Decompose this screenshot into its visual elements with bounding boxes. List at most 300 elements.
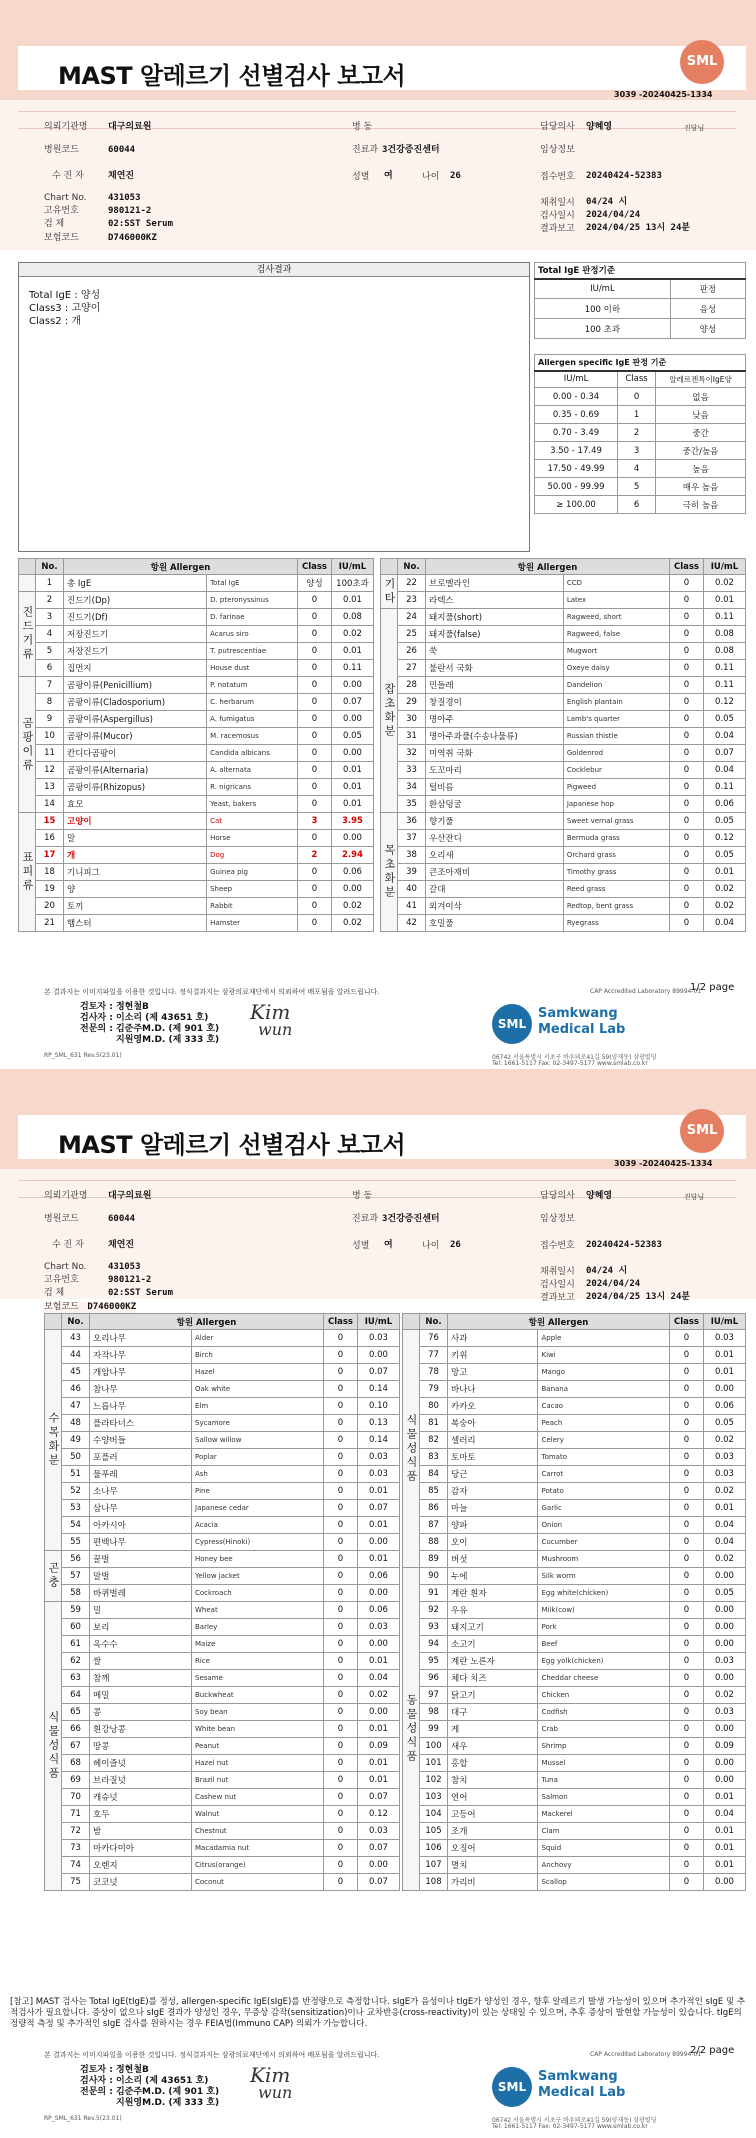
specific-ige-criteria bbox=[534, 354, 746, 514]
allergen-no: 75 bbox=[62, 1874, 90, 1891]
total-ige-criteria bbox=[534, 262, 746, 339]
allergen-class: 0 bbox=[670, 830, 704, 847]
dept-label: 진료과 bbox=[352, 145, 379, 155]
signature-image: Kim bbox=[250, 1000, 291, 1024]
allergen-no: 93 bbox=[420, 1619, 448, 1636]
spec-col-class: Class bbox=[618, 371, 656, 388]
serial-number: 3039 -20240425-1334 bbox=[614, 90, 713, 99]
allergen-korean: 환삼덩굴 bbox=[426, 796, 564, 813]
allergen-value: 0.04 bbox=[704, 1517, 746, 1534]
allergen-class: 0 bbox=[670, 915, 704, 932]
sml-address: 06742 서울특별시 서초구 바우뫼로41길 59(양재동) 삼광빌딩 bbox=[492, 1054, 657, 1061]
allergen-korean: 도꼬마리 bbox=[426, 762, 564, 779]
allergen-no: 66 bbox=[62, 1721, 90, 1738]
allergen-korean: 곰팡이류(Aspergillus) bbox=[64, 711, 207, 728]
allergen-row bbox=[403, 1432, 746, 1449]
allergen-class: 0 bbox=[670, 1755, 704, 1772]
allergen-class: 0 bbox=[298, 864, 332, 881]
allergen-row bbox=[381, 813, 746, 830]
allergen-korean: 홍합 bbox=[448, 1755, 538, 1772]
allergen-korean: 진드기(Dp) bbox=[64, 592, 207, 609]
allergen-english: A. fumigatus bbox=[207, 711, 298, 728]
allergen-value: 0.01 bbox=[358, 1772, 400, 1789]
allergen-no: 55 bbox=[62, 1534, 90, 1551]
allergen-no: 8 bbox=[36, 694, 64, 711]
allergen-korean: 곰팡이류(Rhizopus) bbox=[64, 779, 207, 796]
clinical-label: 임상정보 bbox=[540, 145, 575, 155]
allergen-english: Hamster bbox=[207, 915, 298, 932]
allergen-row bbox=[381, 864, 746, 881]
result-line-2: Class3 : 고양이 bbox=[29, 303, 101, 314]
allergen-english: Ragweed, false bbox=[563, 626, 669, 643]
receipt-label: 접수번호 bbox=[540, 1241, 575, 1251]
allergen-class: 0 bbox=[670, 1364, 704, 1381]
allergen-english: Horse bbox=[207, 830, 298, 847]
allergen-value: 0.01 bbox=[704, 1347, 746, 1364]
allergen-english: Onion bbox=[538, 1517, 670, 1534]
allergen-table-left bbox=[44, 1313, 400, 1891]
allergen-english: Japanese hop bbox=[563, 796, 669, 813]
allergen-korean: 참나무 bbox=[90, 1381, 192, 1398]
allergen-class: 0 bbox=[670, 1874, 704, 1891]
cap-text: CAP Accredited Laboratory 89994-01 bbox=[590, 988, 702, 995]
allergen-row bbox=[45, 1636, 400, 1653]
allergen-korean: 양 bbox=[64, 881, 207, 898]
allergen-value: 0.07 bbox=[358, 1789, 400, 1806]
allergen-class: 0 bbox=[670, 1704, 704, 1721]
allergen-korean: 고등어 bbox=[448, 1806, 538, 1823]
allergen-value: 0.05 bbox=[704, 1415, 746, 1432]
allergen-value: 0.05 bbox=[704, 711, 746, 728]
allergen-row bbox=[19, 762, 374, 779]
allergen-no: 70 bbox=[62, 1789, 90, 1806]
page-number: 2/2 page bbox=[690, 2045, 735, 2056]
spec-range: 50.00 - 99.99 bbox=[535, 478, 618, 496]
allergen-row bbox=[403, 1874, 746, 1891]
allergen-value: 0.03 bbox=[358, 1466, 400, 1483]
allergen-korean: 삼나무 bbox=[90, 1500, 192, 1517]
allergen-korean: 플라타너스 bbox=[90, 1415, 192, 1432]
allergen-class: 0 bbox=[324, 1619, 358, 1636]
allergen-value: 0.11 bbox=[704, 660, 746, 677]
allergen-row bbox=[19, 847, 374, 864]
allergen-korean: 향기풀 bbox=[426, 813, 564, 830]
allergen-row bbox=[45, 1517, 400, 1534]
allergen-no: 21 bbox=[36, 915, 64, 932]
allergen-korean: 오리새 bbox=[426, 847, 564, 864]
allergen-korean: 돼지고기 bbox=[448, 1619, 538, 1636]
allergen-row bbox=[381, 694, 746, 711]
name-label: 수 진 자 bbox=[52, 171, 84, 181]
allergen-no: 54 bbox=[62, 1517, 90, 1534]
allergen-no: 82 bbox=[420, 1432, 448, 1449]
allergen-value: 0.02 bbox=[358, 1687, 400, 1704]
allergen-value: 0.00 bbox=[358, 1857, 400, 1874]
allergen-row bbox=[403, 1670, 746, 1687]
allergen-no: 9 bbox=[36, 711, 64, 728]
allergen-row bbox=[403, 1330, 746, 1347]
chart-value: 431053 bbox=[108, 193, 141, 203]
allergen-no: 86 bbox=[420, 1500, 448, 1517]
spec-criteria-row bbox=[535, 496, 746, 514]
allergen-no: 85 bbox=[420, 1483, 448, 1500]
allergen-group: 동물성식품 bbox=[403, 1568, 420, 1891]
allergen-no: 100 bbox=[420, 1738, 448, 1755]
allergen-row bbox=[403, 1755, 746, 1772]
allergen-no: 72 bbox=[62, 1823, 90, 1840]
allergen-english: Mussel bbox=[538, 1755, 670, 1772]
allergen-row bbox=[381, 796, 746, 813]
allergen-value: 0.11 bbox=[704, 779, 746, 796]
allergen-korean: 곰팡이류(Mucor) bbox=[64, 728, 207, 745]
allergen-value: 0.01 bbox=[332, 643, 374, 660]
allergen-value: 0.03 bbox=[704, 1704, 746, 1721]
allergen-value: 0.06 bbox=[704, 796, 746, 813]
col-no: No. bbox=[36, 559, 64, 575]
form-code: RP_SML_631 Rev.5(23.01) bbox=[44, 2115, 122, 2122]
allergen-class: 0 bbox=[298, 643, 332, 660]
allergen-value: 0.00 bbox=[704, 1755, 746, 1772]
reference-note: [참고] MAST 검사는 Total IgE(tIgE)를 정성, allergen-specific IgE(sIgE)를 반정량으로 측정합니다. sIgE가 음성이나 tIgE가 양성인 경우, 향후 알레르기 발생 가능성이 있으며 추가적인 sIgE 및 추적검사가 필요합니다. 증상이 없으나 sIgE 결과가 양성인 경우, 무증상 감작(sensitization)이나 교차반응(cross-reactivity)이 있는 상태일 수 있으며, 추후 증상이 발현할 가능성이 있습니다. tIgE의 정량적 측정 및 추가적인 sIgE 검사를 원하시는 경우 FEIA법(Immuno CAP) 의뢰가 가능합니다. bbox=[10, 1997, 750, 2030]
allergen-english: Poplar bbox=[192, 1449, 324, 1466]
allergen-no: 95 bbox=[420, 1653, 448, 1670]
allergen-korean: 오이 bbox=[448, 1534, 538, 1551]
allergen-korean: 연어 bbox=[448, 1789, 538, 1806]
spec-range: ≥ 100.00 bbox=[535, 496, 618, 514]
code-label: 병원코드 bbox=[44, 1214, 79, 1224]
allergen-english: Sallow willow bbox=[192, 1432, 324, 1449]
allergen-row bbox=[45, 1551, 400, 1568]
allergen-english: Sweet vernal grass bbox=[563, 813, 669, 830]
allergen-row bbox=[403, 1602, 746, 1619]
allergen-row bbox=[381, 728, 746, 745]
allergen-group: 식물성식품 bbox=[45, 1602, 62, 1891]
allergen-class: 0 bbox=[670, 643, 704, 660]
allergen-no: 80 bbox=[420, 1398, 448, 1415]
allergen-row bbox=[403, 1721, 746, 1738]
report-date-value: 2024/04/25 13시 24분 bbox=[586, 223, 691, 233]
allergen-korean: 창질경이 bbox=[426, 694, 564, 711]
spec-col-unit: IU/mL bbox=[535, 371, 618, 388]
allergen-korean: 메밀 bbox=[90, 1687, 192, 1704]
allergen-value: 0.11 bbox=[332, 660, 374, 677]
allergen-row bbox=[45, 1806, 400, 1823]
allergen-row bbox=[45, 1704, 400, 1721]
name-label: 수 진 자 bbox=[52, 1240, 84, 1250]
allergen-row bbox=[381, 592, 746, 609]
allergen-row bbox=[19, 609, 374, 626]
allergen-class: 0 bbox=[298, 677, 332, 694]
allergen-value: 0.03 bbox=[358, 1619, 400, 1636]
allergen-no: 43 bbox=[62, 1330, 90, 1347]
allergen-class: 0 bbox=[324, 1670, 358, 1687]
allergen-korean: 사과 bbox=[448, 1330, 538, 1347]
allergen-english: Peach bbox=[538, 1415, 670, 1432]
allergen-korean: 옥수수 bbox=[90, 1636, 192, 1653]
allergen-value: 0.07 bbox=[332, 694, 374, 711]
allergen-english: Sesame bbox=[192, 1670, 324, 1687]
allergen-english: Sheep bbox=[207, 881, 298, 898]
allergen-value: 0.00 bbox=[704, 1619, 746, 1636]
allergen-row bbox=[19, 898, 374, 915]
allergen-korean: 곰팡이류(Penicillium) bbox=[64, 677, 207, 694]
doctor-label: 담당의사 bbox=[540, 1191, 575, 1201]
allergen-english: Carrot bbox=[538, 1466, 670, 1483]
allergen-row bbox=[403, 1415, 746, 1432]
allergen-korean: 보리 bbox=[90, 1619, 192, 1636]
allergen-korean: 닭고기 bbox=[448, 1687, 538, 1704]
allergen-class: 0 bbox=[670, 694, 704, 711]
allergen-class: 0 bbox=[670, 1551, 704, 1568]
sml-brand-logo: SML bbox=[492, 2067, 532, 2107]
allergen-class: 0 bbox=[670, 813, 704, 830]
report-title: MAST 알레르기 선별검사 보고서 bbox=[58, 62, 406, 90]
signature-image: wun bbox=[258, 1020, 293, 1039]
spec-criteria-row bbox=[535, 442, 746, 460]
allergen-korean: 오렌지 bbox=[90, 1857, 192, 1874]
allergen-row bbox=[381, 711, 746, 728]
allergen-value: 0.02 bbox=[704, 1687, 746, 1704]
col-allergen: 항원 Allergen bbox=[90, 1314, 324, 1330]
allergen-no: 22 bbox=[398, 575, 426, 592]
result-header: 검사결과 bbox=[19, 263, 529, 277]
allergen-value: 0.03 bbox=[704, 1330, 746, 1347]
allergen-row bbox=[403, 1483, 746, 1500]
allergen-value: 0.00 bbox=[358, 1636, 400, 1653]
allergen-korean: 호두 bbox=[90, 1806, 192, 1823]
allergen-english: Sycamore bbox=[192, 1415, 324, 1432]
result-line-3: Class2 : 개 bbox=[29, 316, 82, 327]
allergen-no: 20 bbox=[36, 898, 64, 915]
allergen-english: Cashew nut bbox=[192, 1789, 324, 1806]
allergen-english: C. herbarum bbox=[207, 694, 298, 711]
spec-amount: 극히 높음 bbox=[656, 496, 746, 514]
allergen-english: Chestnut bbox=[192, 1823, 324, 1840]
allergen-row bbox=[45, 1585, 400, 1602]
allergen-korean: 돼지풀(false) bbox=[426, 626, 564, 643]
allergen-class: 0 bbox=[670, 1568, 704, 1585]
allergen-class: 0 bbox=[670, 728, 704, 745]
allergen-class: 0 bbox=[298, 592, 332, 609]
allergen-korean: 고양이 bbox=[64, 813, 207, 830]
allergen-english: Timothy grass bbox=[563, 864, 669, 881]
allergen-class: 0 bbox=[324, 1381, 358, 1398]
allergen-class: 0 bbox=[298, 711, 332, 728]
name-value: 채연진 bbox=[108, 1240, 135, 1250]
sml-brand bbox=[492, 1004, 732, 1050]
spec-criteria-row bbox=[535, 460, 746, 478]
allergen-no: 91 bbox=[420, 1585, 448, 1602]
allergen-class: 0 bbox=[670, 1466, 704, 1483]
allergen-class: 0 bbox=[670, 864, 704, 881]
allergen-class: 0 bbox=[670, 1449, 704, 1466]
allergen-english: Yeast, bakers bbox=[207, 796, 298, 813]
tige-col-unit: IU/mL bbox=[535, 279, 671, 299]
chart-label: Chart No. bbox=[44, 193, 87, 203]
allergen-class: 0 bbox=[324, 1772, 358, 1789]
allergen-no: 84 bbox=[420, 1466, 448, 1483]
hospital-value: 대구의료원 bbox=[108, 122, 152, 132]
allergen-value: 0.06 bbox=[358, 1602, 400, 1619]
allergen-group: 표피류 bbox=[19, 813, 36, 932]
allergen-value: 0.01 bbox=[704, 592, 746, 609]
allergen-row bbox=[403, 1551, 746, 1568]
allergen-english: Guinea pig bbox=[207, 864, 298, 881]
spec-criteria-row bbox=[535, 388, 746, 406]
allergen-row bbox=[19, 575, 374, 592]
allergen-korean: 명아주과풀(수송나물류) bbox=[426, 728, 564, 745]
allergen-row bbox=[45, 1857, 400, 1874]
allergen-group: 진드기류 bbox=[19, 592, 36, 677]
allergen-row bbox=[19, 660, 374, 677]
allergen-korean: 곰팡이류(Cladosporium) bbox=[64, 694, 207, 711]
allergen-korean: 개암나무 bbox=[90, 1364, 192, 1381]
allergen-class: 0 bbox=[324, 1449, 358, 1466]
allergen-value: 0.01 bbox=[332, 779, 374, 796]
allergen-row bbox=[45, 1670, 400, 1687]
allergen-value: 0.11 bbox=[704, 677, 746, 694]
allergen-class: 0 bbox=[670, 1500, 704, 1517]
collection-label: 채취일시 bbox=[540, 1267, 575, 1277]
allergen-class: 0 bbox=[298, 626, 332, 643]
allergen-english: Rice bbox=[192, 1653, 324, 1670]
age-label: 나이 bbox=[422, 1241, 440, 1251]
allergen-row bbox=[403, 1517, 746, 1534]
allergen-class: 0 bbox=[670, 592, 704, 609]
allergen-class: 0 bbox=[298, 745, 332, 762]
collection-value: 04/24 시 bbox=[586, 197, 628, 207]
allergen-row bbox=[403, 1653, 746, 1670]
allergen-row bbox=[403, 1398, 746, 1415]
allergen-english: Codfish bbox=[538, 1704, 670, 1721]
allergen-english: Kiwi bbox=[538, 1347, 670, 1364]
allergen-no: 68 bbox=[62, 1755, 90, 1772]
allergen-row bbox=[403, 1449, 746, 1466]
allergen-english: Mushroom bbox=[538, 1551, 670, 1568]
allergen-value: 0.01 bbox=[332, 592, 374, 609]
allergen-class: 0 bbox=[670, 1517, 704, 1534]
allergen-korean: 불란서 국화 bbox=[426, 660, 564, 677]
sml-name-2: Medical Lab bbox=[538, 1022, 626, 1037]
col-no: No. bbox=[398, 559, 426, 575]
allergen-korean: 바나나 bbox=[448, 1381, 538, 1398]
doctor-value: 양혜영 bbox=[586, 1191, 613, 1201]
allergen-no: 47 bbox=[62, 1398, 90, 1415]
allergen-class: 0 bbox=[670, 1772, 704, 1789]
allergen-korean: 브라질넛 bbox=[90, 1772, 192, 1789]
receipt-value: 20240424-52383 bbox=[586, 171, 662, 181]
allergen-value: 0.02 bbox=[704, 575, 746, 592]
allergen-row bbox=[45, 1483, 400, 1500]
allergen-row bbox=[45, 1687, 400, 1704]
allergen-no: 60 bbox=[62, 1619, 90, 1636]
spec-range: 17.50 - 49.99 bbox=[535, 460, 618, 478]
allergen-english: Salmon bbox=[538, 1789, 670, 1806]
spec-amount: 낮음 bbox=[656, 406, 746, 424]
allergen-value: 0.12 bbox=[704, 830, 746, 847]
allergen-korean: 망고 bbox=[448, 1364, 538, 1381]
allergen-class: 0 bbox=[324, 1568, 358, 1585]
allergen-english: Oak white bbox=[192, 1381, 324, 1398]
allergen-english: Orchard grass bbox=[563, 847, 669, 864]
allergen-class: 0 bbox=[670, 1398, 704, 1415]
allergen-value: 0.07 bbox=[704, 745, 746, 762]
age-value: 26 bbox=[450, 171, 461, 181]
allergen-value: 0.06 bbox=[358, 1568, 400, 1585]
doctor-sign: 진담님 bbox=[684, 1193, 705, 1201]
allergen-no: 3 bbox=[36, 609, 64, 626]
allergen-value: 0.07 bbox=[358, 1364, 400, 1381]
allergen-class: 0 bbox=[324, 1534, 358, 1551]
allergen-class: 0 bbox=[670, 1585, 704, 1602]
allergen-korean: 칸디다곰팡이 bbox=[64, 745, 207, 762]
allergen-value: 0.01 bbox=[704, 1857, 746, 1874]
sml-logo: SML bbox=[680, 1109, 724, 1153]
allergen-class: 0 bbox=[298, 796, 332, 813]
allergen-row bbox=[45, 1738, 400, 1755]
allergen-no: 11 bbox=[36, 745, 64, 762]
allergen-class: 0 bbox=[324, 1432, 358, 1449]
dept-label: 진료과 bbox=[352, 1214, 379, 1224]
allergen-row bbox=[403, 1347, 746, 1364]
allergen-english: Total IgE bbox=[207, 575, 298, 592]
allergen-no: 50 bbox=[62, 1449, 90, 1466]
allergen-row bbox=[19, 711, 374, 728]
allergen-no: 35 bbox=[398, 796, 426, 813]
allergen-english: White bean bbox=[192, 1721, 324, 1738]
allergen-korean: 우산잔디 bbox=[426, 830, 564, 847]
table-header-row bbox=[381, 559, 746, 575]
allergen-korean: 개 bbox=[64, 847, 207, 864]
allergen-value: 0.02 bbox=[332, 898, 374, 915]
sml-logo: SML bbox=[680, 40, 724, 84]
col-allergen: 항원 Allergen bbox=[426, 559, 670, 575]
allergen-row bbox=[19, 677, 374, 694]
allergen-value: 0.00 bbox=[332, 881, 374, 898]
allergen-class: 양성 bbox=[298, 575, 332, 592]
allergen-korean: 게 bbox=[448, 1721, 538, 1738]
hospital-label: 의뢰기관명 bbox=[44, 1191, 88, 1201]
allergen-korean: 효모 bbox=[64, 796, 207, 813]
allergen-korean: 당근 bbox=[448, 1466, 538, 1483]
allergen-row bbox=[381, 779, 746, 796]
ward-label: 병 동 bbox=[352, 122, 373, 132]
test-date-label: 검사일시 bbox=[540, 211, 575, 221]
allergen-korean: 헤이즐넛 bbox=[90, 1755, 192, 1772]
total-ige-header: Total IgE 판정기준 bbox=[535, 263, 746, 279]
allergen-korean: 느릅나무 bbox=[90, 1398, 192, 1415]
allergen-english: Pine bbox=[192, 1483, 324, 1500]
allergen-class: 0 bbox=[670, 1330, 704, 1347]
col-value: IU/mL bbox=[704, 1314, 746, 1330]
code-value: 60044 bbox=[108, 1214, 136, 1224]
test-date-label: 검사일시 bbox=[540, 1280, 575, 1290]
allergen-row bbox=[381, 898, 746, 915]
allergen-group: 곤충 bbox=[45, 1551, 62, 1602]
allergen-class: 0 bbox=[670, 711, 704, 728]
spec-col-amount: 알레르겐특이IgE양 bbox=[656, 371, 746, 388]
allergen-no: 38 bbox=[398, 847, 426, 864]
allergen-value: 0.01 bbox=[332, 796, 374, 813]
spec-amount: 없음 bbox=[656, 388, 746, 406]
spec-amount: 중간/높음 bbox=[656, 442, 746, 460]
allergen-korean: 대구 bbox=[448, 1704, 538, 1721]
allergen-class: 0 bbox=[324, 1840, 358, 1857]
allergen-no: 33 bbox=[398, 762, 426, 779]
allergen-korean: 바퀴벌레 bbox=[90, 1585, 192, 1602]
allergen-no: 76 bbox=[420, 1330, 448, 1347]
allergen-no: 94 bbox=[420, 1636, 448, 1653]
